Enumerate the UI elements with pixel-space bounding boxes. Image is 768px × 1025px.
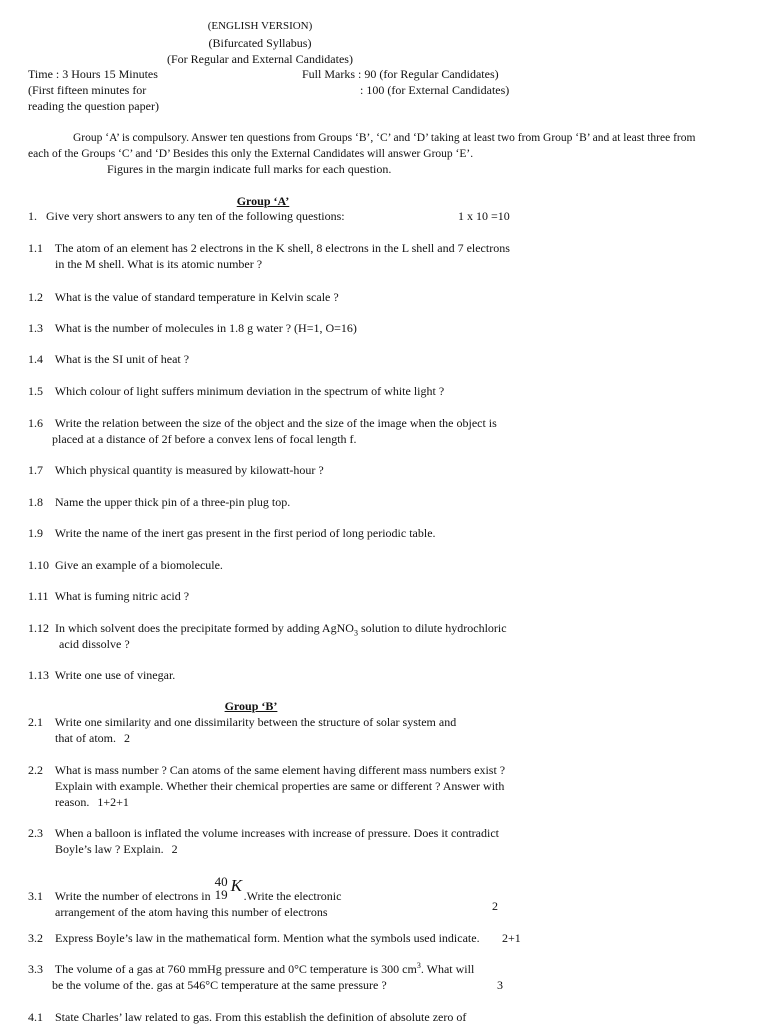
question-number: 1.11 (28, 589, 49, 603)
question-number: 2.3 (28, 826, 43, 840)
instructions-line-2: each of the Groups ‘C’ and ‘D’ Besides this only the External Candidates will answer Group ‘E’. (28, 148, 474, 160)
question-number: 3.2 (28, 931, 43, 945)
question-text-cont: acid dissolve ? (59, 637, 130, 651)
question-1-13 (28, 667, 175, 683)
question-text-cont (28, 730, 456, 746)
question-1-8 (28, 494, 290, 510)
question-number: 3.1 (28, 889, 43, 903)
question-2-3 (28, 825, 499, 857)
question-text: Which colour of light suffers minimum deviation in the spectrum of white light ? (54, 384, 445, 398)
question-1-10 (28, 557, 223, 573)
question-1-4 (28, 351, 189, 367)
exam-syllabus: (Bifurcated Syllabus) (208, 36, 312, 50)
question-number: 4.1 (28, 1010, 43, 1024)
question-text-cont (28, 841, 499, 857)
question-number: 2.2 (28, 763, 43, 777)
question-text: Express Boyle’s law in the mathematical form. Mention what the symbols used indicate. (55, 931, 480, 945)
question-text: Write the relation between the size of the object and the size of the image when the object is (54, 416, 497, 430)
question-text-line: that of atom. (55, 731, 116, 745)
question-marks: 2 (171, 842, 178, 856)
question-3-1-marks: 2 (492, 899, 498, 913)
question-text-post: .Write the electronic (243, 889, 342, 903)
group-b-heading: Group ‘B’ (224, 699, 278, 713)
exam-time: Time : 3 Hours 15 Minutes (28, 67, 158, 81)
q1-number: 1. (28, 209, 37, 223)
question-marks: 1+2+1 (97, 795, 129, 809)
question-number: 1.13 (28, 668, 49, 682)
question-text-post: solution to dilute hydrochloric (357, 621, 507, 635)
full-marks-external: : 100 (for External Candidates) (360, 83, 510, 97)
question-text: What is the number of molecules in 1.8 g water ? (H=1, O=16) (54, 321, 357, 335)
isotope-notation (214, 874, 244, 902)
question-text: State Charles’ law related to gas. From this establish the definition of absolute zero of (55, 1010, 467, 1024)
question-text: What is mass number ? Can atoms of the same element having different mass numbers exist ? (54, 763, 506, 777)
question-1-9 (28, 525, 436, 541)
first-fifteen-minutes: (First fifteen minutes for (28, 83, 147, 97)
question-text (55, 621, 507, 638)
question-number: 1.2 (28, 290, 43, 304)
question-1-11 (28, 588, 189, 604)
question-marks: 2 (123, 731, 130, 745)
question-1-1 (28, 240, 510, 272)
exam-candidates: (For Regular and External Candidates) (167, 52, 353, 66)
question-2-1 (28, 714, 456, 746)
reading-note: reading the question paper) (28, 99, 159, 113)
question-3-1 (28, 874, 342, 920)
question-text-cont: Explain with example. Whether their chemical properties are same or different ? Answer with (55, 779, 505, 793)
question-text-cont: placed at a distance of 2f before a convex lens of focal length f. (52, 432, 357, 446)
element-symbol: K (230, 876, 242, 895)
question-text: Which physical quantity is measured by kilowatt-hour ? (54, 463, 324, 477)
question-text: Name the upper thick pin of a three-pin plug top. (55, 495, 291, 509)
question-text-post: . What will (420, 962, 475, 976)
question-text: What is fuming nitric acid ? (54, 589, 190, 603)
full-marks-regular: Full Marks : 90 (for Regular Candidates) (302, 67, 499, 81)
question-4-1 (28, 1009, 466, 1025)
question-3-3-marks: 3 (497, 978, 503, 992)
question-text: When a balloon is inflated the volume increases with increase of pressure. Does it contradict (54, 826, 499, 840)
question-text-cont: in the M shell. What is its atomic number ? (55, 257, 263, 271)
question-text (55, 962, 474, 976)
question-number: 1.6 (28, 416, 43, 430)
instructions-line-3: Figures in the margin indicate full marks for each question. (107, 162, 392, 176)
mass-number: 40 (214, 874, 228, 889)
question-text: The atom of an element has 2 electrons in the K shell, 8 electrons in the L shell and 7 electrons (54, 241, 510, 255)
superscript: 3 (416, 961, 421, 970)
question-3-3 (28, 961, 474, 993)
subscript: 3 (353, 628, 358, 638)
question-number: 3.3 (28, 962, 43, 976)
question-3-2-marks: 2+1 (502, 931, 521, 945)
question-text-cont: arrangement of the atom having this number of electrons (55, 905, 328, 919)
question-number: 2.1 (28, 715, 43, 729)
question-number: 1.8 (28, 495, 43, 509)
question-1-3 (28, 320, 357, 336)
question-number: 1.9 (28, 526, 43, 540)
question-number: 1.7 (28, 463, 43, 477)
question-text-line: reason. (55, 795, 90, 809)
group-a-heading: Group ‘A’ (236, 194, 290, 208)
instructions-line-1: Group ‘A’ is compulsory. Answer ten questions from Groups ‘B’, ‘C’ and ‘D’ taking at least two from Group ‘B’ and at least three from (73, 132, 696, 144)
question-number: 1.5 (28, 384, 43, 398)
question-text-line: Boyle’s law ? Explain. (55, 842, 164, 856)
question-number: 1.3 (28, 321, 43, 335)
question-text: What is the value of standard temperature in Kelvin scale ? (54, 290, 339, 304)
question-number: 1.10 (28, 558, 49, 572)
question-text-cont (28, 794, 505, 810)
question-text: Write one use of vinegar. (54, 668, 176, 682)
question-text-pre: Write the number of electrons in (54, 889, 211, 903)
atomic-number: 19 (214, 887, 228, 902)
question-2-2 (28, 762, 505, 810)
q1-text: Give very short answers to any ten of the following questions: (46, 209, 345, 223)
question-text: Give an example of a biomolecule. (55, 558, 223, 572)
question-1-12 (28, 620, 507, 652)
question-text: Write the name of the inert gas present in the first period of long periodic table. (54, 526, 436, 540)
q1-marks: 1 x 10 =10 (458, 209, 510, 223)
question-text: What is the SI unit of heat ? (54, 352, 190, 366)
question-1-2 (28, 289, 339, 305)
exam-version: (ENGLISH VERSION) (207, 20, 313, 32)
question-1-6 (28, 415, 497, 447)
question-1-5 (28, 383, 444, 399)
question-number: 1.1 (28, 241, 43, 255)
question-text: Write one similarity and one dissimilarity between the structure of solar system and (54, 715, 457, 729)
question-number: 1.4 (28, 352, 43, 366)
question-1-7 (28, 462, 324, 478)
question-number: 1.12 (28, 621, 49, 635)
question-text-pre: The volume of a gas at 760 mmHg pressure and 0°C temperature is 300 cm (54, 962, 417, 976)
question-text-pre: In which solvent does the precipitate formed by adding AgNO (55, 621, 354, 635)
question-text-cont: be the volume of the. gas at 546°C temperature at the same pressure ? (52, 978, 387, 992)
question-3-2 (28, 930, 480, 946)
question-text (54, 874, 342, 903)
